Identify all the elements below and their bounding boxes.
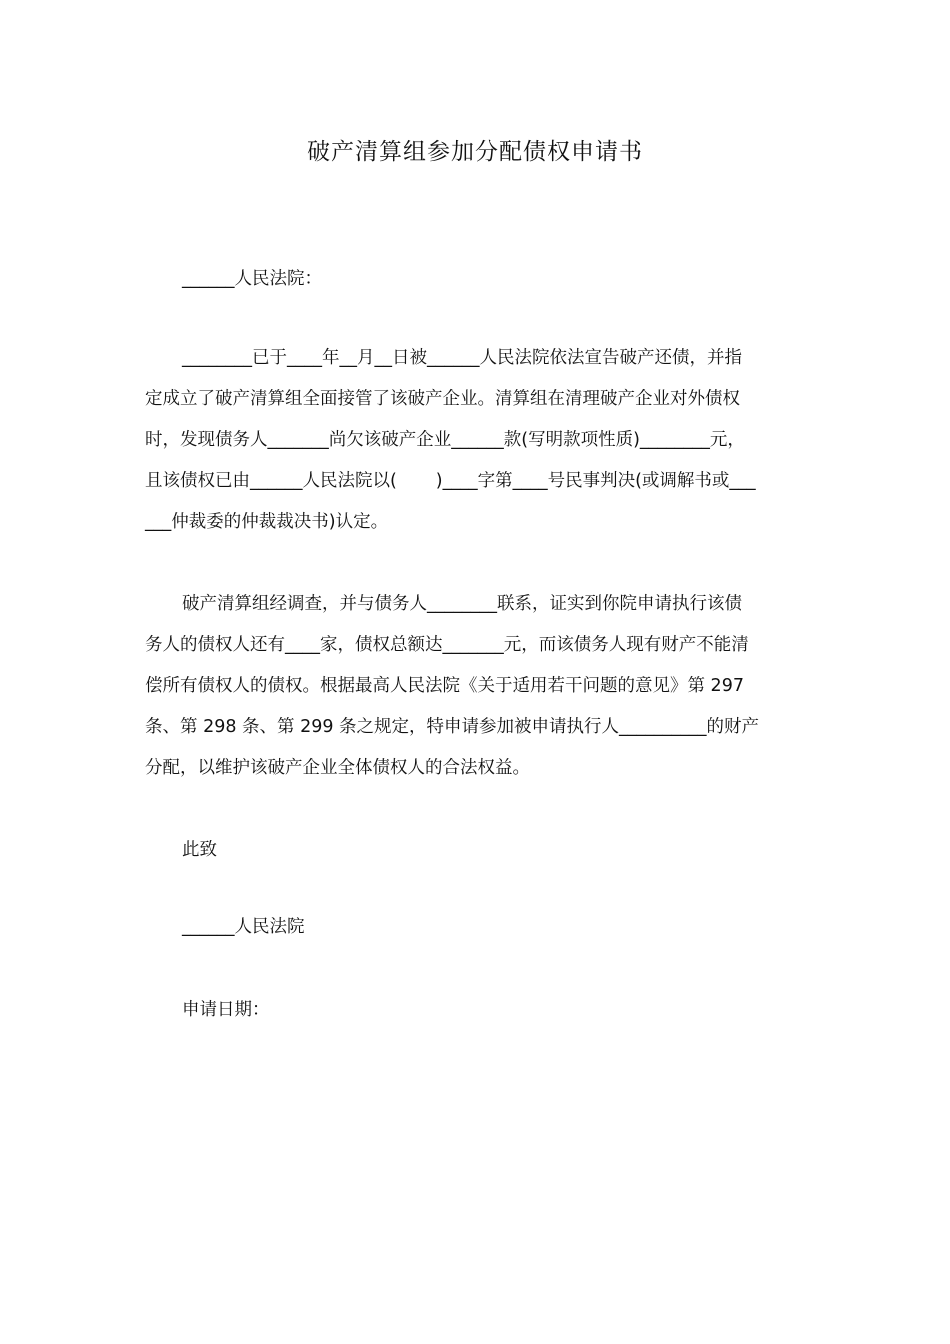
application-date-label: 申请日期：	[182, 1000, 270, 1020]
paragraph1-line-2: 定成立了破产清算组全面接管了该破产企业。清算组在清理破产企业对外债权	[145, 389, 740, 409]
paragraph1-line-1: ________已于____年__月__日被______人民法院依法宣告破产还债，并指	[182, 348, 742, 368]
paragraph1-line-3: 时，发现债务人_______尚欠该破产企业______款(写明款项性质)________元，	[145, 430, 745, 450]
paragraph2-line-1: 破产清算组经调查，并与债务人________联系，证实到你院申请执行该债	[182, 594, 742, 614]
closing-line: 此致	[182, 840, 217, 860]
document-title: 破产清算组参加分配债权申请书	[307, 139, 643, 165]
paragraph1-line-4: 且该债权已由______人民法院以( )____字第____号民事判决(或调解书或___	[145, 471, 756, 491]
paragraph2-line-2: 务人的债权人还有____家，债权总额达_______元，而该债务人现有财产不能清	[145, 635, 749, 655]
paragraph2-line-3: 偿所有债权人的债权。根据最高人民法院《关于适用若干问题的意见》第 297	[145, 676, 744, 696]
paragraph2-line-5: 分配，以维护该破产企业全体债权人的合法权益。	[145, 758, 530, 778]
paragraph1-line-5: ___仲裁委的仲裁裁决书)认定。	[145, 512, 389, 532]
recipient-line: ______人民法院	[182, 917, 305, 937]
paragraph2-line-4: 条、第 298 条、第 299 条之规定，特申请参加被申请执行人__________的财产	[145, 717, 760, 737]
addressee-line: ______人民法院：	[182, 269, 322, 289]
